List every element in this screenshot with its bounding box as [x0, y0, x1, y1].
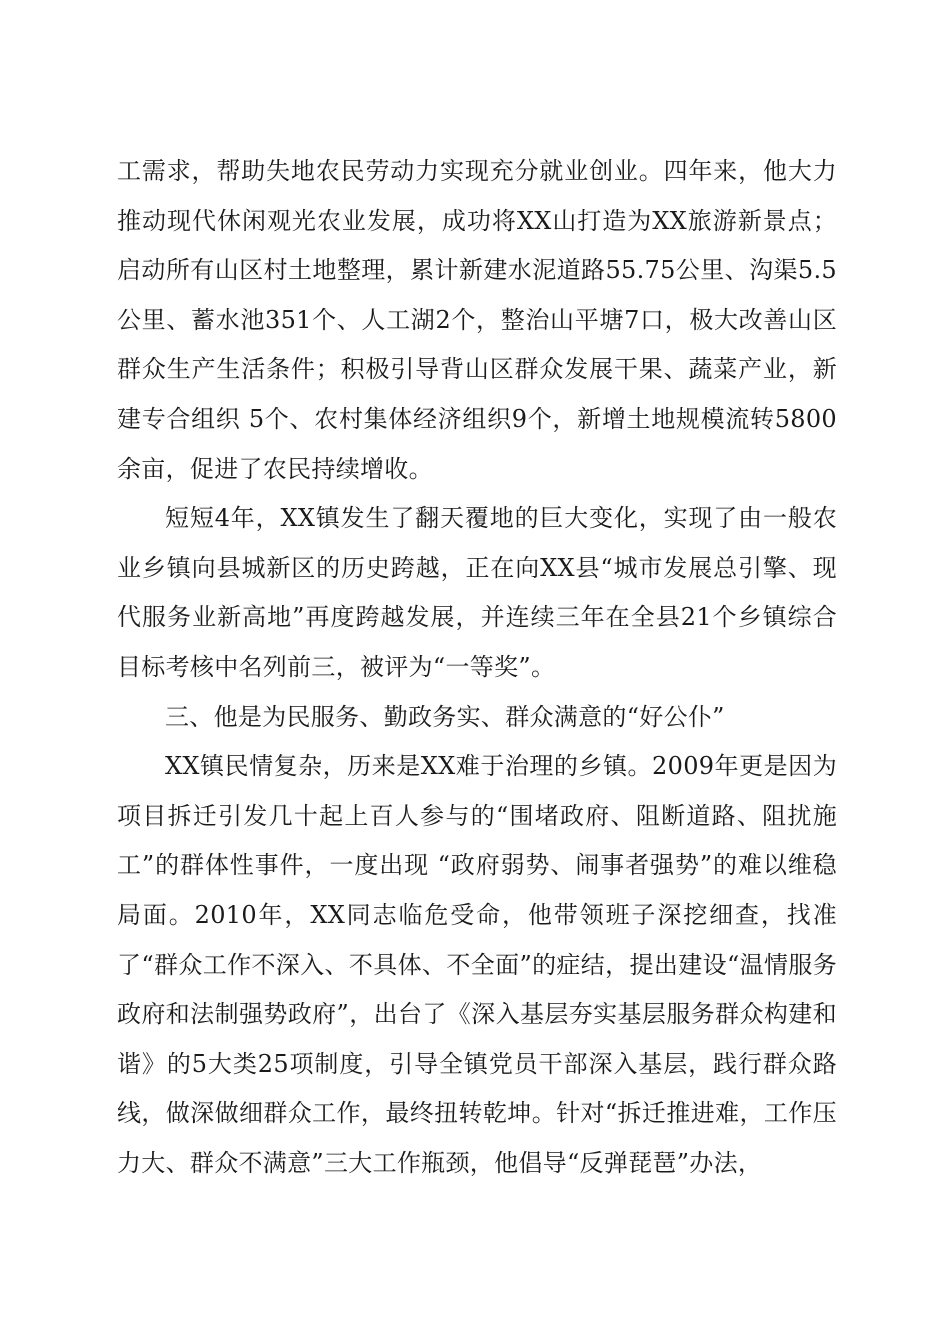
document-body [117, 147, 837, 1188]
section-heading-3: 三、他是为民服务、勤政务实、群众满意的“好公仆” [165, 702, 725, 731]
paragraph-continuation: 工需求，帮助失地农民劳动力实现充分就业创业。四年来，他大力推动现代休闲观光农业发展，成功将XX山打造为XX旅游新景点；启动所有山区村土地整理，累计新建水泥道路55.75公里、沟渠5.5公里、蓄水池351个、人工湖2个，整治山平塘7口，极大改善山区群众生产生活条件；积极引导背山区群众发展干果、蔬菜产业，新建专合组织 5个、农村集体经济组织9个，新增土地规模流转5800余亩，促进了农民持续增收。 [117, 157, 837, 483]
paragraph-town-change: 短短4年，XX镇发生了翻天覆地的巨大变化，实现了由一般农业乡镇向县城新区的历史跨越，正在向XX县“城市发展总引擎、现代服务业新高地”再度跨越发展，并连续三年在全县21个乡镇综合目标考核中名列前三，被评为“一等奖”。 [117, 504, 837, 681]
paragraph-public-service: XX镇民情复杂，历来是XX难于治理的乡镇。2009年更是因为项目拆迁引发几十起上百人参与的“围堵政府、阻断道路、阻扰施工”的群体性事件，一度出现 “政府弱势、闹事者强势”的难以维稳局面。2010年，XX同志临危受命，他带领班子深挖细查，找准了“群众工作不深入、不具体、不全面”的症结，提出建设“温情服务政府和法制强势政府”，出台了《深入基层夯实基层服务群众构建和谐》的5大类25项制度，引导全镇党员干部深入基层，践行群众路线，做深做细群众工作，最终扭转乾坤。针对“拆迁推进难，工作压力大、群众不满意”三大工作瓶颈，他倡导“反弹琵琶”办法， [117, 752, 837, 1177]
